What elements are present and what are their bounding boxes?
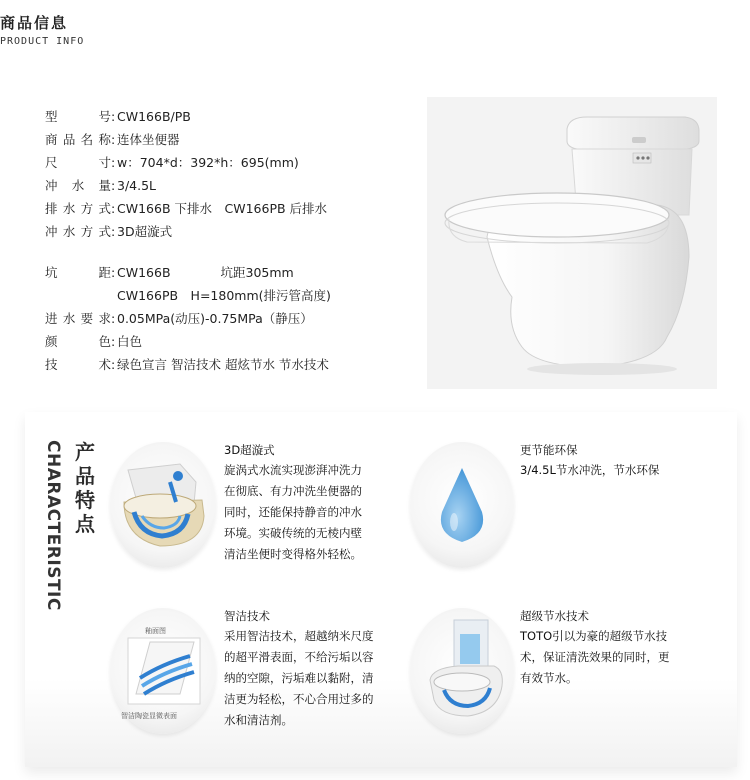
spec-value: 白色 xyxy=(117,334,143,349)
spec-value: 连体坐便器 xyxy=(117,132,180,147)
feature-desc-line: TOTO引以为豪的超级节水技 xyxy=(520,629,668,643)
feature-desc-3d-flush xyxy=(224,460,362,565)
feature-desc-line: 洁更为轻松，不心合用过多的 xyxy=(224,692,374,706)
feature-title-eco: 更节能环保 xyxy=(520,443,578,457)
spec-row-rough-in-2 xyxy=(45,284,425,307)
water-drop-icon xyxy=(410,442,514,568)
spec-row-model: 型号 : CW166B/PB xyxy=(45,105,425,128)
spec-label: 商品名称 xyxy=(45,132,111,147)
water-drop-circle xyxy=(410,442,514,568)
spec-row-size: 尺寸 : w：704*d：392*h：695(mm) xyxy=(45,151,425,174)
spec-value: CW166PB H=180mm(排污管高度) xyxy=(117,288,331,303)
spec-label: 冲水方式 xyxy=(45,224,111,239)
flush-diagram-circle xyxy=(110,442,216,568)
characteristic-label-en: CHARACTERISTIC xyxy=(43,440,63,611)
feature-desc-water-saving xyxy=(520,626,670,689)
water-saving-circle xyxy=(410,608,514,734)
feature-desc-line: 3/4.5L节水冲洗，节水环保 xyxy=(520,463,660,477)
feature-title-3d-flush: 3D超漩式 xyxy=(224,443,275,457)
spec-label: 颜色 xyxy=(45,334,111,349)
page-subtitle: PRODUCT INFO xyxy=(0,36,85,47)
spec-label: 尺寸 xyxy=(45,155,111,170)
spec-value: 3D超漩式 xyxy=(117,224,173,239)
spec-label: 排水方式 xyxy=(45,201,111,216)
feature-desc-line: 采用智洁技术，超越纳米尺度 xyxy=(224,629,374,643)
spec-value: 0.05MPa(动压)-0.75MPa（静压） xyxy=(117,311,313,326)
spec-row-flush-type: 冲水方式 : 3D超漩式 xyxy=(45,220,425,243)
spec-value: CW166B 下排水 CW166PB 后排水 xyxy=(117,201,328,216)
feature-desc-line: 旋涡式水流实现澎湃冲洗力 xyxy=(224,463,362,477)
feature-desc-eco xyxy=(520,460,659,481)
spec-value: CW166B/PB xyxy=(117,109,191,124)
spec-row-technology: 技术 : 绿色宣言 智洁技术 超炫节水 节水技术 xyxy=(45,353,425,376)
page-title: 商品信息 xyxy=(0,14,69,32)
glaze-diagram-top-label: 釉面图 xyxy=(145,627,166,635)
feature-desc-line: 的超平滑表面，不给污垢以容 xyxy=(224,650,374,664)
spec-label: 坑距 xyxy=(45,265,111,280)
characteristic-label-cn: 产 品 特 点 xyxy=(75,440,95,536)
feature-desc-line: 清洁坐便时变得格外轻松。 xyxy=(224,547,362,561)
water-saving-icon xyxy=(410,608,514,734)
spec-row-color: 颜色 : 白色 xyxy=(45,330,425,353)
feature-desc-line: 术，保证清洗效果的同时，更 xyxy=(520,650,670,664)
spec-label: 进水要求 xyxy=(45,311,111,326)
flush-swirl-icon xyxy=(110,442,216,568)
feature-desc-line: 在彻底、有力冲洗坐便器的 xyxy=(224,484,362,498)
spec-row-water-pressure: 进水要求 : 0.05MPa(动压)-0.75MPa（静压） xyxy=(45,307,425,330)
feature-desc-line: 水和清洁剂。 xyxy=(224,713,293,727)
spec-label: 冲水量 xyxy=(45,178,111,193)
spec-row-flush-volume: 冲水量 : 3/4.5L xyxy=(45,174,425,197)
spec-value: 绿色宣言 智洁技术 超炫节水 节水技术 xyxy=(117,357,329,372)
feature-desc-line: 纳的空隙，污垢难以黏附，清 xyxy=(224,671,374,685)
feature-title-water-saving: 超级节水技术 xyxy=(520,609,589,623)
spec-row-rough-in: 坑距 : CW166B 坑距305mm xyxy=(45,261,425,284)
feature-title-smart-clean: 智洁技术 xyxy=(224,609,270,623)
feature-desc-line: 环境。实破传统的无棱内壁 xyxy=(224,526,362,540)
spec-label: 型号 xyxy=(45,109,111,124)
glaze-diagram-bottom-label: 智洁陶瓷显微表面 xyxy=(121,712,177,720)
toilet-illustration xyxy=(427,97,717,389)
feature-desc-line: 同时，还能保持静音的冲水 xyxy=(224,505,362,519)
characteristic-label-en-wrap xyxy=(40,440,66,610)
spec-label: 技术 xyxy=(45,357,111,372)
feature-desc-smart-clean xyxy=(224,626,374,731)
product-photo xyxy=(427,97,717,389)
feature-desc-line: 有效节水。 xyxy=(520,671,578,685)
spec-value: CW166B 坑距305mm xyxy=(117,265,294,280)
spec-value: 3/4.5L xyxy=(117,178,157,193)
spec-value: w：704*d：392*h：695(mm) xyxy=(117,155,299,170)
spec-list xyxy=(45,105,425,376)
spec-row-drain: 排水方式 : CW166B 下排水 CW166PB 后排水 xyxy=(45,197,425,220)
spec-row-name: 商品名称 : 连体坐便器 xyxy=(45,128,425,151)
